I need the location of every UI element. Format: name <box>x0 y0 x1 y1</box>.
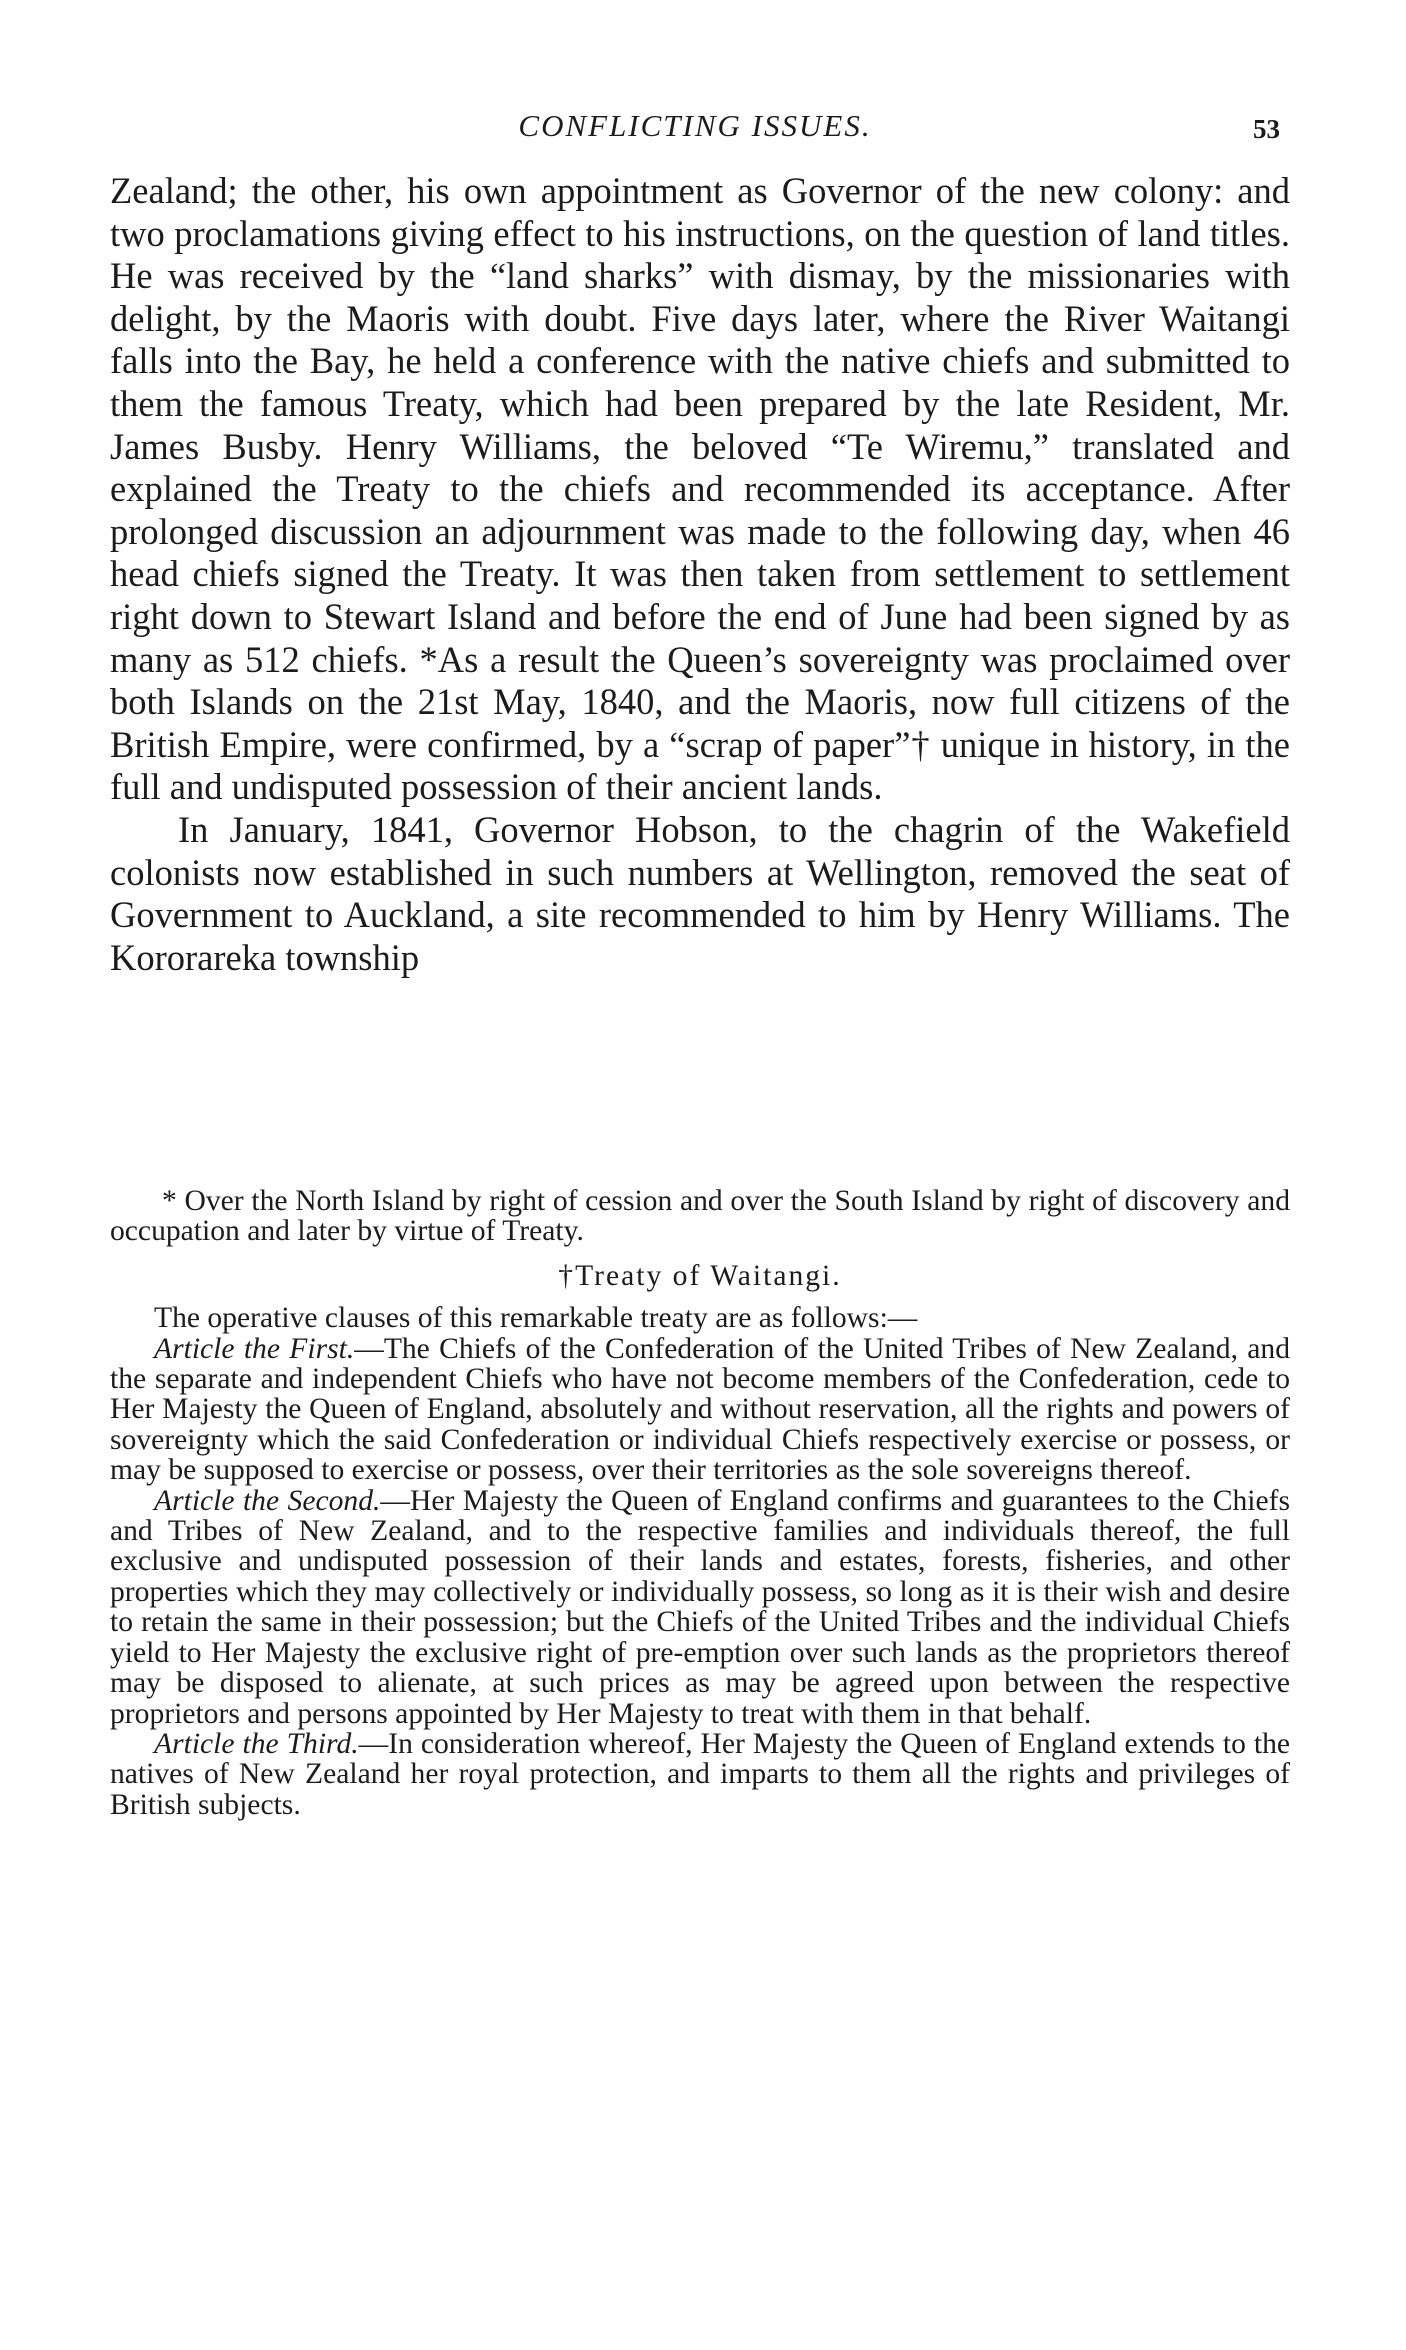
paragraph: Zealand; the other, his own appointment as Governor of the new colony: and two proclamations giving effect to his instructions, on the question of land titles. He was received by the “land sharks” with dismay, by the missionaries with delight, by the Maoris with doubt. Five days later, where the River Waitangi falls into the Bay, he held a conference with the native chiefs and submitted to them the famous Treaty, which had been prepared by the late Resident, Mr. James Busby. Henry Williams, the beloved “Te Wiremu,” translated and explained the Treaty to the chiefs and recommended its acceptance. After prolonged discussion an adjournment was made to the following day, when 46 head chiefs signed the Treaty. It was then taken from settlement to settlement right down to Stewart Island and before the end of June had been signed by as many as 512 chiefs. *As a result the Queen’s sovereignty was proclaimed over both Islands on the 21st May, 1840, and the Maoris, now full citizens of the British Empire, were confirmed, by a “scrap of paper”† unique in history, in the full and undisputed possession of their ancient lands. <box>110 170 1290 808</box>
page-header <box>110 108 1280 152</box>
footnotes <box>110 1186 1290 1820</box>
page-number: 53 <box>1253 114 1280 144</box>
article-third-text: —In consideration whereof, Her Majesty the Queen of England extends to the natives of New Zealand her royal protection, and imparts to them all the rights and privileges of British subjects. <box>110 1727 1291 1821</box>
footnote-intro: The operative clauses of this remarkable treaty are as follows:— <box>154 1302 918 1335</box>
article-third <box>110 1729 1290 1820</box>
article-second <box>110 1486 1290 1729</box>
article-second-title: Article the Second. <box>154 1484 381 1517</box>
article-first-text: —The Chiefs of the Confederation of the United Tribes of New Zealand, and the separate and independent Chiefs who have not become members of the Confederation, cede to Her Majesty the Queen of England, absolutely and without reservation, all the rights and powers of sovereignty which the said Confederation or individual Chiefs respectively exercise or possess, or may be supposed to exercise or possess, over their territories as the sole sovereigns thereof. <box>110 1332 1290 1487</box>
footnote-star: * Over the North Island by right of cession and over the South Island by right of discovery and occupation and later by virtue of Treaty. <box>110 1185 1290 1248</box>
article-third-title: Article the Third. <box>154 1727 359 1760</box>
article-second-text: —Her Majesty the Queen of England confirms and guarantees to the Chiefs and Tribes of New Zealand, and to the respective families and individuals thereof, the full exclusive and undisputed possession of their lands and estates, forests, fisheries, and other properties which they may collectively or individually possess, so long as it is their wish and desire to retain the same in their possession; but the Chiefs of the United Tribes and the individual Chiefs yield to Her Majesty the exclusive right of pre-emption over such lands as the proprietors thereof may be disposed to alienate, at such prices as may be agreed upon between the respective proprietors and persons appointed by Her Majesty to treat with them in that behalf. <box>110 1484 1290 1730</box>
running-head: CONFLICTING ISSUES. <box>518 108 872 143</box>
article-first <box>110 1334 1290 1486</box>
footnote-dagger-heading: †Treaty of Waitangi. <box>558 1259 842 1292</box>
article-first-title: Article the First. <box>154 1332 355 1365</box>
main-text <box>110 170 1290 979</box>
paragraph: In January, 1841, Governor Hobson, to the chagrin of the Wakefield colonists now established in such numbers at Wellington, removed the seat of Government to Auckland, a site recommended to him by Henry Williams. The Kororareka township <box>110 808 1290 978</box>
